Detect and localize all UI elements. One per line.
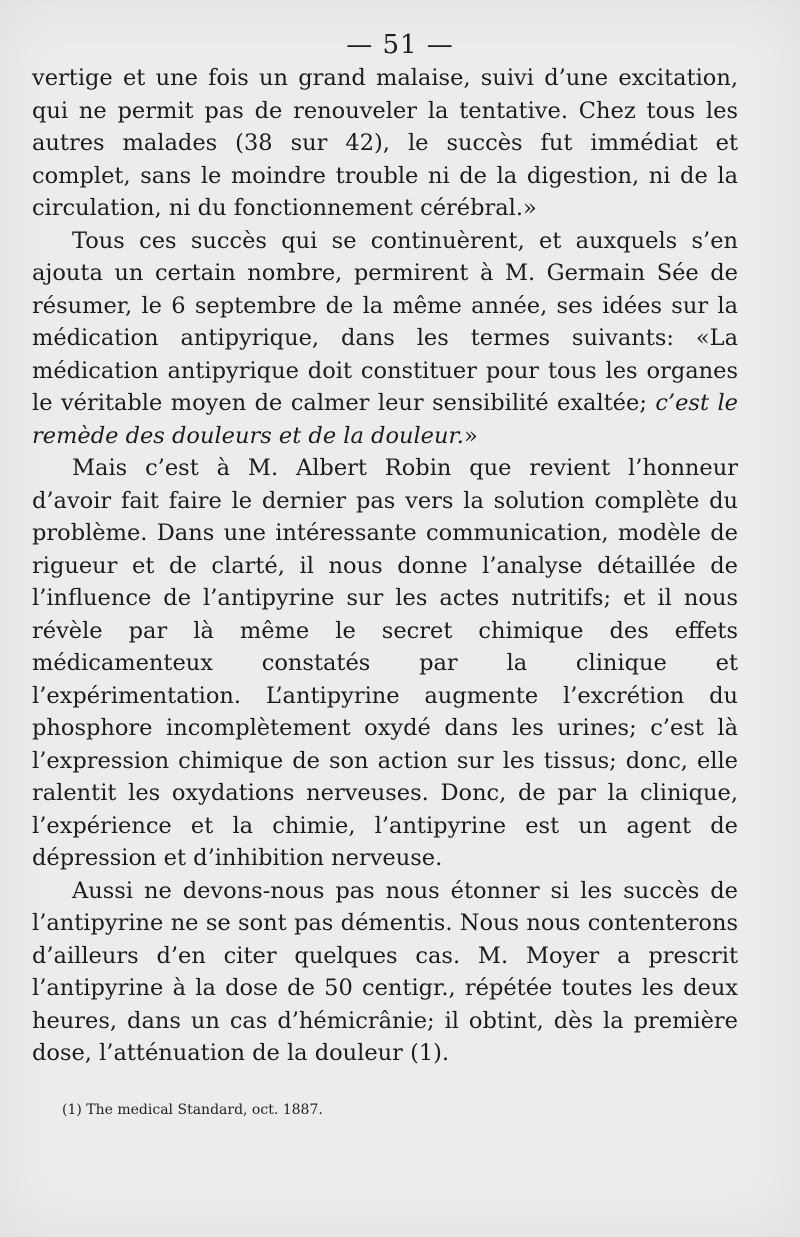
paragraph-4	[32, 875, 738, 1070]
page-number: — 51 —	[346, 30, 454, 60]
paragraph-1	[32, 62, 738, 225]
paragraph-1-text: vertige et une fois un grand malaise, suivi d’une excitation, qui ne permit pas de renouveler la tentative. Chez tous les autres malades (38 sur 42), le succès fut immédiat et complet, sans le moindre trouble ni de la digestion, ni de la circulation, ni du fonctionnement cérébral.»	[32, 65, 738, 221]
paragraph-4-text: Aussi ne devons-nous pas nous étonner si les succès de l’antipyrine ne se sont pas démentis. Nous nous contenterons d’ailleurs d’en citer quelques cas. M. Moyer a prescrit l’antipyrine à la dose de 50 centigr., répétée toutes les deux heures, dans un cas d’hémicrânie; il obtint, dès la première dose, l’atténuation de la douleur (1).	[32, 877, 738, 1066]
paragraph-2	[32, 225, 738, 453]
paragraph-2-end: »	[463, 422, 478, 449]
paragraph-2-italic-quote: c’est le remède des douleurs et de la douleur.	[32, 390, 738, 449]
footnote: (1) The medical Standard, oct. 1887.	[62, 1102, 323, 1118]
paragraph-2-text: Tous ces succès qui se continuèrent, et auxquels s’en ajouta un certain nombre, permirent à M. Germain Sée de résumer, le 6 septembre de la même année, ses idées sur la médication antipyrique, dans les termes suivants: «La médication antipyrique doit constituer pour tous les organes le véritable moyen de calmer leur sensibilité exaltée;	[32, 227, 738, 416]
paragraph-3-text: Mais c’est à M. Albert Robin que revient l’honneur d’avoir fait faire le dernier pas vers la solution complète du problème. Dans une intéressante communication, modèle de rigueur et de clarté, il nous donne l’analyse détaillée de l’influence de l’antipyrine sur les actes nutritifs; et il nous révèle par là même le secret chimique des effets médicamenteux constatés par la clinique et l’expérimentation. L’antipyrine augmente l’excrétion du phosphore incomplètement oxydé dans les urines; c’est là l’expression chimique de son action sur les tissus; donc, elle ralentit les oxydations nerveuses. Donc, de par la clinique, l’expérience et la chimie, l’antipyrine est un agent de dépression et d’inhibition nerveuse.	[32, 455, 738, 871]
main-text	[32, 62, 738, 1070]
paragraph-3	[32, 452, 738, 875]
